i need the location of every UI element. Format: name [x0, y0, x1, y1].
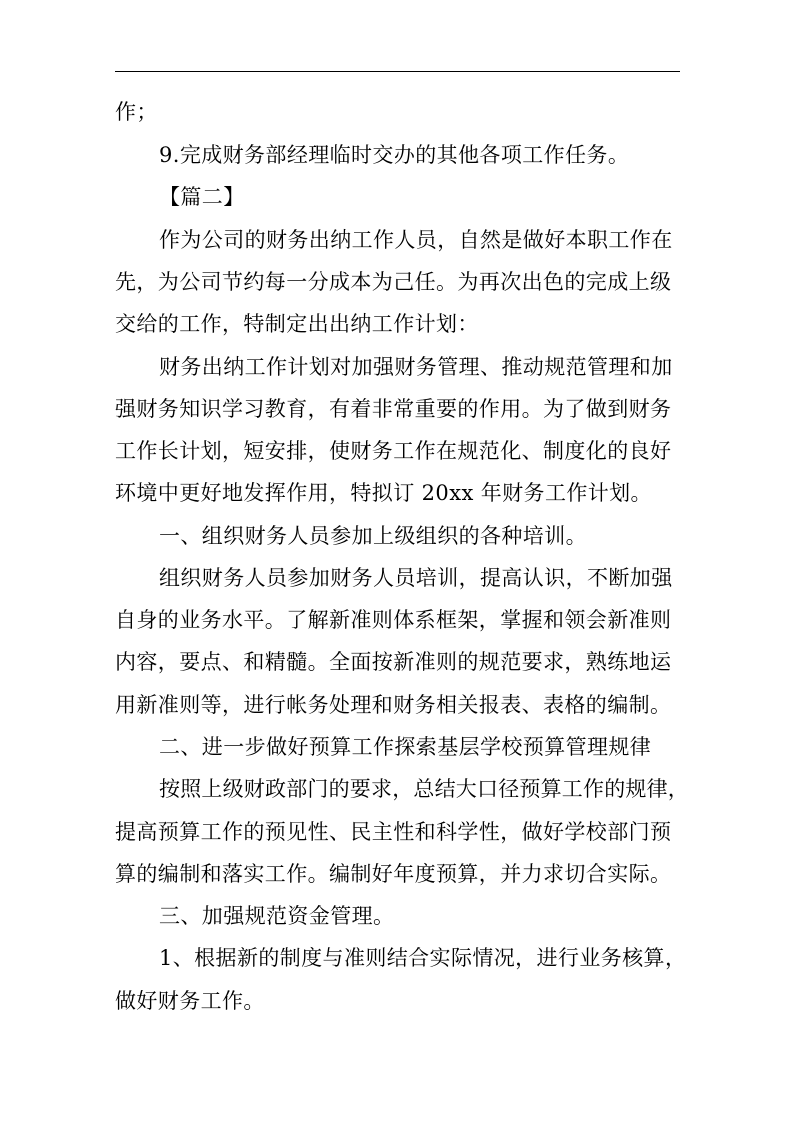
paragraph-line: 提高预算工作的预见性、民主性和科学性，做好学校部门预 [115, 820, 672, 844]
paragraph-line: 工作长计划，短安排，使财务工作在规范化、制度化的良好 [115, 439, 672, 463]
paragraph-line: 用新准则等，进行帐务处理和财务相关报表、表格的编制。 [115, 693, 672, 717]
paragraph-line: 作为公司的财务出纳工作人员，自然是做好本职工作在 [159, 228, 673, 252]
paragraph-line: 组织财务人员参加财务人员培训，提高认识，不断加强 [159, 566, 673, 590]
section-heading: 【篇二】 [159, 185, 245, 209]
paragraph-line: 自身的业务水平。了解新准则体系框架，掌握和领会新准则 [115, 608, 672, 632]
text-line: 9.完成财务部经理临时交办的其他各项工作任务。 [159, 143, 630, 167]
paragraph-line: 财务出纳工作计划对加强财务管理、推动规范管理和加 [159, 355, 673, 379]
paragraph-line: 环境中更好地发挥作用，特拟订 20xx 年财务工作计划。 [115, 481, 652, 505]
paragraph-line: 按照上级财政部门的要求，总结大口径预算工作的规律， [159, 777, 689, 801]
text-line: 作； [115, 100, 158, 124]
section-heading: 一、组织财务人员参加上级组织的各种培训。 [159, 524, 587, 548]
paragraph-line: 1、根据新的制度与准则结合实际情况，进行业务核算， [159, 946, 687, 970]
section-heading: 二、进一步做好预算工作探索基层学校预算管理规律 [159, 735, 652, 759]
paragraph-line: 交给的工作，特制定出出纳工作计划： [115, 312, 479, 336]
paragraph-line: 内容，要点、和精髓。全面按新准则的规范要求，熟练地运 [115, 650, 672, 674]
paragraph-line: 做好财务工作。 [115, 989, 265, 1013]
section-heading: 三、加强规范资金管理。 [159, 904, 395, 928]
paragraph-line: 先，为公司节约每一分成本为己任。为再次出色的完成上级 [115, 270, 672, 294]
header-rule [115, 71, 680, 72]
paragraph-line: 算的编制和落实工作。编制好年度预算，并力求切合实际。 [115, 862, 672, 886]
paragraph-line: 强财务知识学习教育，有着非常重要的作用。为了做到财务 [115, 397, 672, 421]
